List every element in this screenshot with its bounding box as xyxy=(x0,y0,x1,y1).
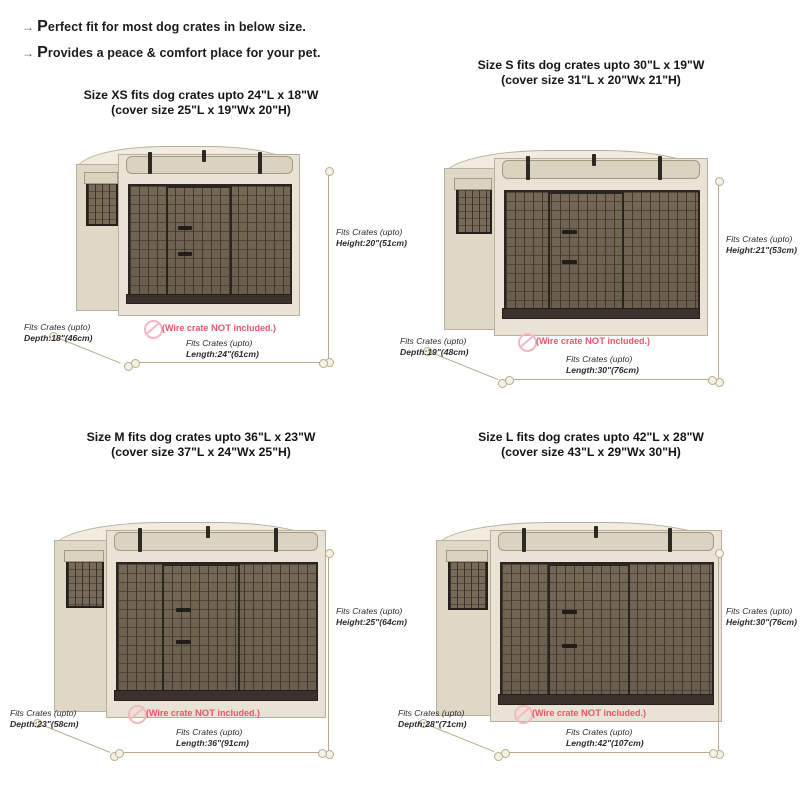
strap-mid-l xyxy=(594,526,598,538)
no-entry-icon-m xyxy=(128,705,147,724)
length-dim-value-m: Length:36"(91cm) xyxy=(176,737,249,748)
panel-size-l xyxy=(396,430,797,760)
side-mesh-window-xs xyxy=(86,182,118,226)
door-latch2-l xyxy=(562,610,577,614)
panel-size-xs xyxy=(6,88,407,418)
side-flap-l xyxy=(446,550,488,562)
depth-dim-value-l: Depth:28"(71cm) xyxy=(398,718,467,729)
length-dim-label-m xyxy=(176,727,249,748)
intro-bullet-1 xyxy=(22,18,542,36)
strap-right-s xyxy=(658,156,662,180)
no-entry-icon-s xyxy=(518,333,537,352)
height-dim-line-l xyxy=(718,552,719,752)
not-included-note-s xyxy=(536,336,650,347)
length-dim-dot-b-l xyxy=(709,749,718,758)
side-flap-s xyxy=(454,178,492,190)
not-included-pre-s: (Wire crate xyxy=(536,336,585,346)
depth-dim-label-m xyxy=(10,708,79,729)
height-dim-line-m xyxy=(328,552,329,752)
length-dim-dot-a-s xyxy=(505,376,514,385)
not-included-post-m: included.) xyxy=(215,708,260,718)
length-dim-dot-b-xs xyxy=(319,359,328,368)
side-mesh-window-l xyxy=(448,560,488,610)
length-dim-dot-b-s xyxy=(708,376,717,385)
crate-door-frame-m xyxy=(162,564,240,698)
length-dim-dot-b-m xyxy=(318,749,327,758)
depth-dim-caption-l: Fits Crates (upto) xyxy=(398,708,465,718)
not-included-note-xs xyxy=(162,323,276,334)
not-included-post-s: included.) xyxy=(605,336,650,346)
side-mesh-window-m xyxy=(66,560,104,608)
not-included-note-m xyxy=(146,708,260,719)
panel-title-m xyxy=(6,430,396,460)
panel-title-l xyxy=(396,430,786,460)
height-dim-line-xs xyxy=(328,170,329,360)
crate-door-frame-l xyxy=(548,564,630,702)
door-latch-m xyxy=(176,640,191,644)
side-flap-m xyxy=(64,550,104,562)
not-included-bold-l: NOT xyxy=(580,708,601,719)
crate-illustration-m xyxy=(6,464,407,748)
height-dim-value-l: Height:30"(76cm) xyxy=(726,616,797,627)
length-dim-line-l xyxy=(504,752,714,753)
height-dim-caption-m: Fits Crates (upto) xyxy=(336,606,403,616)
panel-title-m-line1: Size M fits dog crates upto 36"L x 23"W xyxy=(86,430,316,444)
intro-bullet-2-lead: P xyxy=(37,44,48,61)
strap-left-l xyxy=(522,528,526,552)
crate-illustration-xs xyxy=(6,122,407,387)
panel-title-s-line2: (cover size 31"L x 20"Wx 21"H) xyxy=(501,73,681,87)
height-dim-dot-top-l xyxy=(715,549,724,558)
no-entry-icon-l xyxy=(514,705,533,724)
not-included-bold-m: NOT xyxy=(194,708,215,719)
height-dim-dot-top-s xyxy=(715,177,724,186)
strap-left-m xyxy=(138,528,142,552)
panel-title-xs xyxy=(6,88,396,118)
strap-left-xs xyxy=(148,152,152,174)
arrow-icon: → xyxy=(22,46,35,60)
length-dim-caption-m: Fits Crates (upto) xyxy=(176,727,243,737)
panel-size-s xyxy=(396,58,797,388)
depth-dim-caption-xs: Fits Crates (upto) xyxy=(24,322,91,332)
strap-right-m xyxy=(274,528,278,552)
panel-title-s xyxy=(396,58,786,88)
panel-title-xs-line2: (cover size 25"L x 19"Wx 20"H) xyxy=(111,103,291,117)
crate-floor-s xyxy=(502,308,700,319)
panel-title-l-line1: Size L fits dog crates upto 42"L x 28"W xyxy=(478,430,704,444)
height-dim-label-s xyxy=(726,234,797,255)
strap-mid-xs xyxy=(202,150,206,162)
height-dim-value-s: Height:21"(53cm) xyxy=(726,244,797,255)
height-dim-caption-l: Fits Crates (upto) xyxy=(726,606,793,616)
panel-size-m xyxy=(6,430,407,760)
strap-mid-s xyxy=(592,154,596,166)
strap-right-l xyxy=(668,528,672,552)
not-included-pre-l: (Wire crate xyxy=(532,708,581,718)
length-dim-value-s: Length:30"(76cm) xyxy=(566,364,639,375)
strap-mid-m xyxy=(206,526,210,538)
side-flap-xs xyxy=(84,172,118,184)
height-dim-label-l xyxy=(726,606,797,627)
crate-floor-l xyxy=(498,694,714,705)
not-included-note-l xyxy=(532,708,646,719)
height-dim-value-xs: Height:20"(51cm) xyxy=(336,237,407,248)
not-included-pre-m: (Wire crate xyxy=(146,708,195,718)
length-dim-dot-a-xs xyxy=(131,359,140,368)
depth-dim-value-m: Depth:23"(58cm) xyxy=(10,718,79,729)
top-roll-flap-m xyxy=(114,532,318,551)
length-dim-dot-a-m xyxy=(115,749,124,758)
length-dim-caption-s: Fits Crates (upto) xyxy=(566,354,633,364)
intro-bullet-1-text: erfect fit for most dog crates in below size. xyxy=(47,20,306,34)
height-dim-line-s xyxy=(718,180,719,380)
depth-dim-caption-s: Fits Crates (upto) xyxy=(400,336,467,346)
height-dim-caption-xs: Fits Crates (upto) xyxy=(336,227,403,237)
panel-title-l-line2: (cover size 43"L x 29"Wx 30"H) xyxy=(501,445,681,459)
length-dim-dot-a-l xyxy=(501,749,510,758)
top-roll-flap-l xyxy=(498,532,714,551)
side-mesh-window-s xyxy=(456,188,492,234)
crate-floor-m xyxy=(114,690,318,701)
length-dim-line-s xyxy=(508,379,713,380)
door-latch-s xyxy=(562,260,577,264)
not-included-post-l: included.) xyxy=(601,708,646,718)
door-latch-l xyxy=(562,644,577,648)
not-included-bold-xs: NOT xyxy=(210,323,231,334)
not-included-post-xs: included.) xyxy=(231,323,276,333)
not-included-pre-xs: (Wire crate xyxy=(162,323,211,333)
depth-dim-caption-m: Fits Crates (upto) xyxy=(10,708,77,718)
crate-illustration-l xyxy=(396,464,797,748)
door-latch2-s xyxy=(562,230,577,234)
height-dim-value-m: Height:25"(64cm) xyxy=(336,616,407,627)
crate-door-frame-s xyxy=(548,192,624,316)
length-dim-label-s xyxy=(566,354,639,375)
depth-dim-value-xs: Depth:18"(46cm) xyxy=(24,332,93,343)
length-dim-line-m xyxy=(118,752,323,753)
door-latch-xs xyxy=(178,252,192,256)
length-dim-label-xs xyxy=(186,338,259,359)
door-latch2-xs xyxy=(178,226,192,230)
length-dim-line-xs xyxy=(134,362,324,363)
panel-title-xs-line1: Size XS fits dog crates upto 24"L x 18"W xyxy=(83,88,319,102)
panel-title-s-line1: Size S fits dog crates upto 30"L x 19"W xyxy=(477,58,705,72)
top-roll-flap-s xyxy=(502,160,700,179)
panel-title-m-line2: (cover size 37"L x 24"Wx 25"H) xyxy=(111,445,291,459)
length-dim-label-l xyxy=(566,727,644,748)
no-entry-icon-xs xyxy=(144,320,163,339)
depth-dim-label-xs xyxy=(24,322,93,343)
crate-illustration-s xyxy=(396,92,797,375)
depth-dim-label-s xyxy=(400,336,469,357)
door-latch2-m xyxy=(176,608,191,612)
strap-left-s xyxy=(526,156,530,180)
height-dim-dot-top-m xyxy=(325,549,334,558)
arrow-icon: → xyxy=(22,20,35,34)
height-dim-caption-s: Fits Crates (upto) xyxy=(726,234,793,244)
crate-floor-xs xyxy=(126,294,292,304)
intro-bullet-2-text: rovides a peace & comfort place for your pet. xyxy=(47,46,321,60)
length-dim-value-l: Length:42"(107cm) xyxy=(566,737,644,748)
intro-bullet-1-lead: P xyxy=(37,18,48,35)
not-included-bold-s: NOT xyxy=(584,336,605,347)
length-dim-caption-xs: Fits Crates (upto) xyxy=(186,338,253,348)
length-dim-value-xs: Length:24"(61cm) xyxy=(186,348,259,359)
depth-dim-label-l xyxy=(398,708,467,729)
crate-door-frame-xs xyxy=(166,186,232,302)
depth-dim-value-s: Depth:19"(48cm) xyxy=(400,346,469,357)
height-dim-dot-top-xs xyxy=(325,167,334,176)
length-dim-caption-l: Fits Crates (upto) xyxy=(566,727,633,737)
strap-right-xs xyxy=(258,152,262,174)
